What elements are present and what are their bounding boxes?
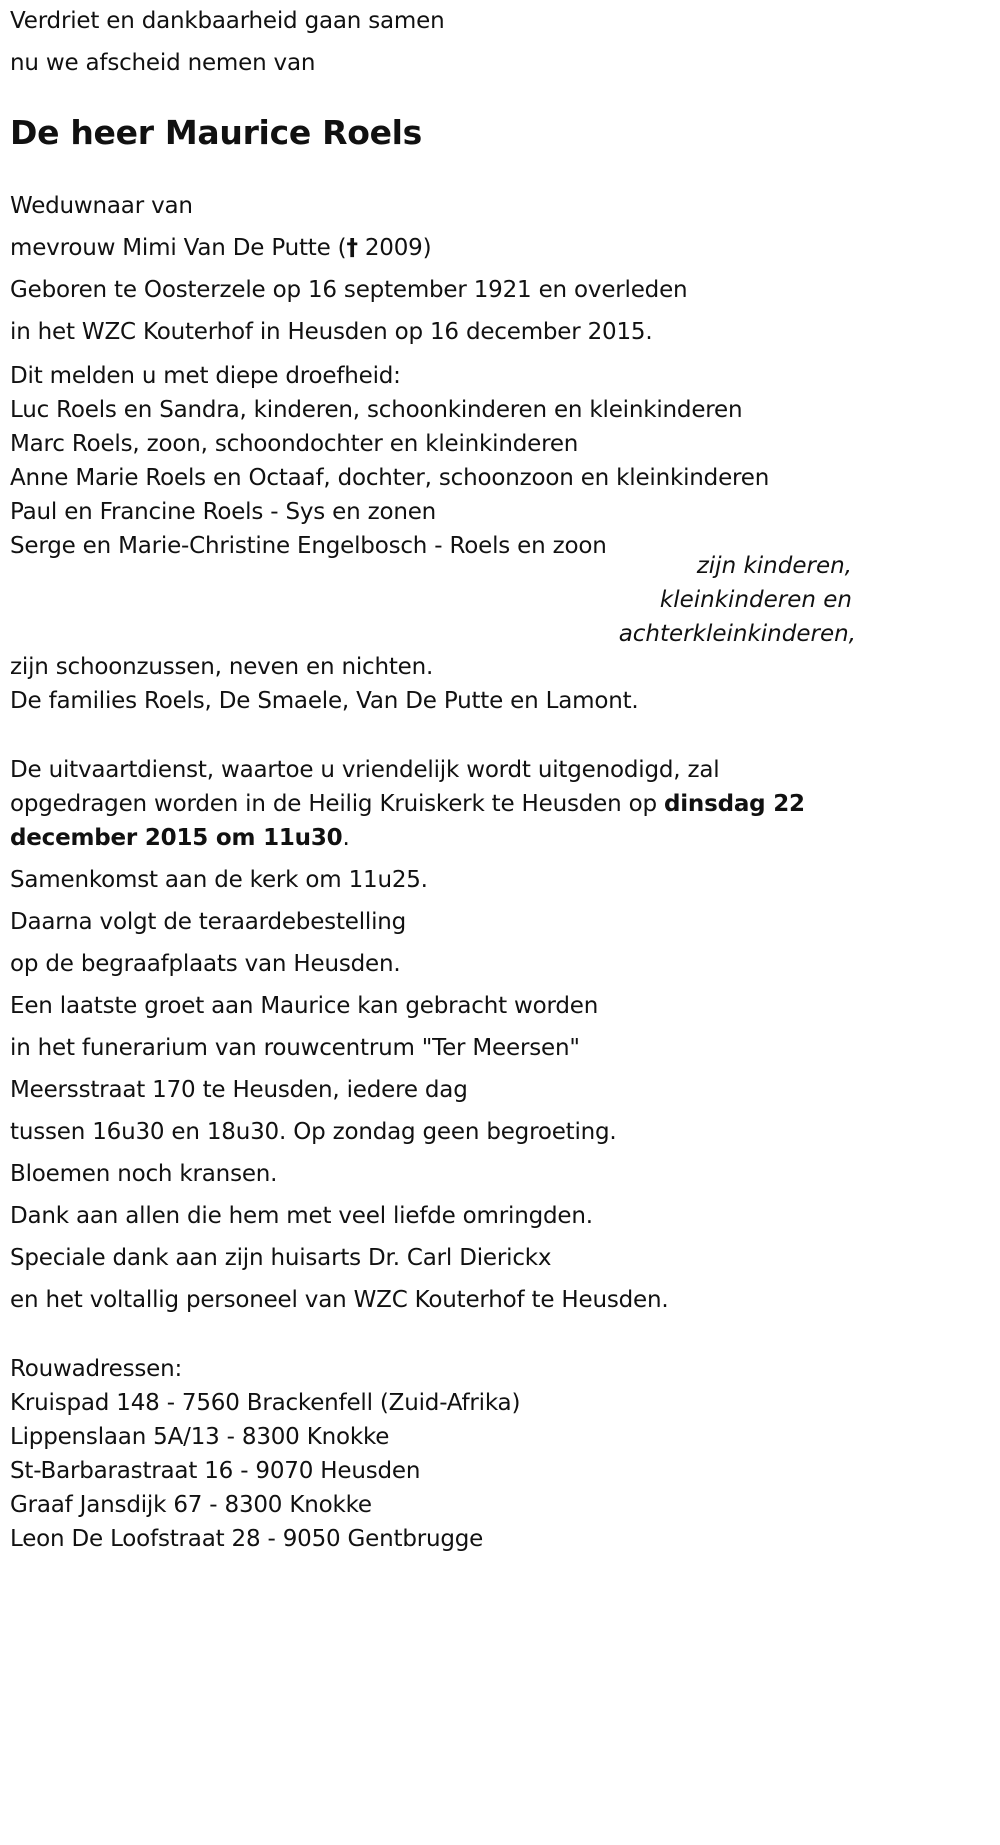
address-item: Lippenslaan 5A/13 - 8300 Knokke — [10, 1424, 390, 1450]
address-item: Graaf Jansdijk 67 - 8300 Knokke — [10, 1492, 372, 1518]
cross-icon: † — [346, 235, 358, 261]
intro-line-1: Verdriet en dankbaarheid gaan samen — [10, 8, 445, 34]
service-line-1: De uitvaartdienst, waartoe u vriendelijk wordt uitgenodigd, zal — [10, 757, 720, 783]
intro-line-2: nu we afscheid nemen van — [10, 50, 316, 76]
widower-label: Weduwnaar van — [10, 193, 193, 219]
thanks-line-1: Dank aan allen die hem met veel liefde omringden. — [10, 1203, 593, 1229]
family-line: Paul en Francine Roels - Sys en zonen — [10, 499, 437, 525]
service-line-3 — [10, 824, 350, 852]
italic-caption-line: zijn kinderen, — [696, 553, 852, 579]
farewell-line-3: Meersstraat 170 te Heusden, iedere dag — [10, 1077, 468, 1103]
spouse-prefix: mevrouw Mimi Van De Putte ( — [10, 235, 347, 261]
flowers-line: Bloemen noch kransen. — [10, 1161, 278, 1187]
birth-line: Geboren te Oosterzele op 16 september 1921 en overleden — [10, 277, 688, 303]
address-item: Kruispad 148 - 7560 Brackenfell (Zuid-Afrika) — [10, 1390, 521, 1416]
death-line: in het WZC Kouterhof in Heusden op 16 december 2015. — [10, 319, 653, 345]
spouse-suffix: 2009) — [357, 235, 432, 261]
announcement-intro: Dit melden u met diepe droefheid: — [10, 363, 401, 389]
family-line: Anne Marie Roels en Octaaf, dochter, schoonzoon en kleinkinderen — [10, 465, 770, 491]
deceased-name: De heer Maurice Roels — [10, 113, 423, 152]
thanks-line-3: en het voltallig personeel van WZC Kouterhof te Heusden. — [10, 1287, 669, 1313]
italic-caption-line: achterkleinkinderen, — [618, 621, 856, 647]
service-date-bold: dinsdag 22 — [663, 791, 805, 817]
farewell-line-2: in het funerarium van rouwcentrum "Ter Meersen" — [10, 1035, 580, 1061]
addresses-label: Rouwadressen: — [10, 1356, 183, 1382]
farewell-line-4: tussen 16u30 en 18u30. Op zondag geen begroeting. — [10, 1119, 617, 1145]
families-line: De families Roels, De Smaele, Van De Putte en Lamont. — [10, 688, 639, 714]
service-line-2-text: opgedragen worden in de Heilig Kruiskerk te Heusden op — [10, 791, 664, 817]
relatives-line: zijn schoonzussen, neven en nichten. — [10, 654, 434, 680]
address-item: Leon De Loofstraat 28 - 9050 Gentbrugge — [10, 1526, 484, 1552]
family-line: Marc Roels, zoon, schoondochter en kleinkinderen — [10, 431, 579, 457]
burial-line-2: op de begraafplaats van Heusden. — [10, 951, 401, 977]
farewell-line-1: Een laatste groet aan Maurice kan gebracht worden — [10, 993, 599, 1019]
burial-line-1: Daarna volgt de teraardebestelling — [10, 909, 407, 935]
gathering-line: Samenkomst aan de kerk om 11u25. — [10, 867, 428, 893]
address-item: St-Barbarastraat 16 - 9070 Heusden — [10, 1458, 421, 1484]
spouse-line — [10, 234, 431, 262]
service-line-3-suffix: . — [342, 825, 350, 851]
service-line-2 — [10, 790, 805, 818]
thanks-line-2: Speciale dank aan zijn huisarts Dr. Carl Dierickx — [10, 1245, 552, 1271]
italic-caption-line: kleinkinderen en — [659, 587, 852, 613]
service-datetime-bold: december 2015 om 11u30 — [10, 825, 343, 851]
family-line: Serge en Marie-Christine Engelbosch - Roels en zoon — [10, 533, 607, 559]
family-line: Luc Roels en Sandra, kinderen, schoonkinderen en kleinkinderen — [10, 397, 743, 423]
